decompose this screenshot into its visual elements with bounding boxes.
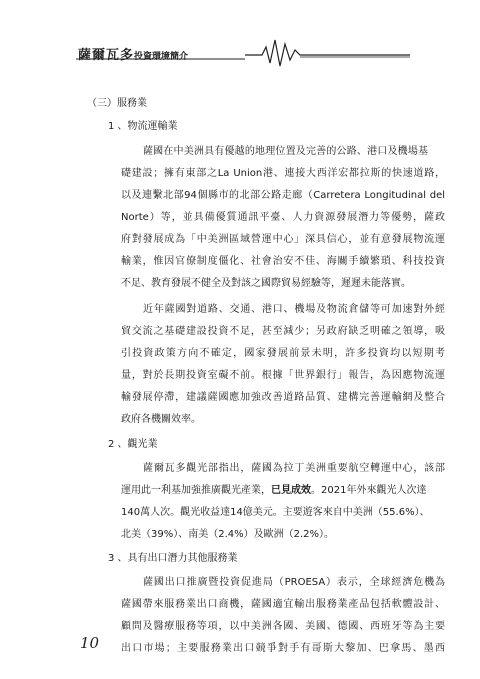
paragraph-line: 以及連繫北部94個縣市的北部公路走廊（Carretera Longitudinal del [121, 190, 445, 201]
paragraph-line: 140萬人次。觀光收益達14億美元。主要遊客來自中美洲（55.6%）、 [121, 507, 430, 518]
paragraph-line: 薩爾瓦多觀光部指出，薩國為拉丁美洲重要航空轉運中心，該部 [143, 463, 445, 474]
paragraph-line: 近年薩國對道路、交通、港口、機場及物流倉儲等可加速對外經 [143, 304, 445, 315]
section-heading: （三）服務業 [87, 98, 147, 109]
paragraph-line: 北美（39%）、南美（2.4%）及歐洲（2.2%）。 [121, 529, 335, 540]
paragraph-line: 顧問及醫療服務等項，以中美洲各國、美國、德國、西班牙等為主要 [121, 621, 445, 632]
paragraph-line: 不足、教育發展不健全及對該之國際貿易經驗等，遲遲未能落實。 [121, 278, 411, 289]
header-title [78, 44, 188, 63]
paragraph-line: Norte）等，並具備優質通訊平臺、人力資源發展潛力等優勢，薩政 [121, 212, 445, 223]
paragraph-line: 輸業，惟因官僚制度僵化、社會治安不佳、海關手續繁瑣、科技投資 [121, 256, 445, 267]
paragraph-text: 。2021年外來觀光人次達 [311, 485, 427, 496]
paragraph-line: 礎建設；擁有東部之La Union港、連接大西洋宏都拉斯的快速道路， [121, 168, 445, 179]
header-heartbeat-line [0, 0, 480, 70]
paragraph-line: 引投資政策方向不確定，國家發展前景未明，許多投資均以短期考 [121, 348, 445, 359]
paragraph-line: 薩國帶來服務業出口商機，薩國適宜輸出服務業產品包括軟體設計、 [121, 599, 445, 610]
paragraph-text: 運用此一利基加強推廣觀光產業， [121, 485, 271, 496]
paragraph-line: 輸發展停滯，建議薩國應加強改善道路品質、建構完善運輸網及整合 [121, 392, 445, 403]
paragraph-line: 量，對於長期投資室礙不前。根據「世界銀行」報告，為因應物流運 [121, 370, 445, 381]
paragraph-emphasis: 已見成效 [271, 485, 311, 496]
subsection-2-title: 2 、觀光業 [108, 439, 158, 450]
subsection-3-title: 3 、具有出口潛力其他服務業 [108, 553, 238, 564]
paragraph-line: 薩國在中美洲具有優越的地理位置及完善的公路、港口及機場基 [143, 146, 428, 157]
header-title-sub: 投資環境簡介 [134, 52, 189, 62]
subsection-1-title: 1 、物流運輸業 [108, 121, 178, 132]
header-title-main: 薩爾瓦多 [78, 48, 135, 63]
paragraph-line: 政府各機關效率。 [121, 414, 201, 425]
paragraph-line: 貿交流之基礎建設投資不足，甚至減少；另政府缺乏明確之領導，吸 [121, 326, 445, 337]
paragraph-line: 出口市場；主要服務業出口競爭對手有哥斯大黎加、巴拿馬、墨西 [121, 643, 445, 654]
paragraph-line [121, 480, 426, 502]
page-number: 10 [80, 634, 100, 652]
page-header [0, 0, 480, 70]
paragraph-line: 府對發展成為「中美洲區域營運中心」深具信心，並有意發展物流運 [121, 234, 445, 245]
paragraph-line: 薩國出口推廣暨投資促進局（PROESA）表示，全球經濟危機為 [143, 577, 445, 588]
